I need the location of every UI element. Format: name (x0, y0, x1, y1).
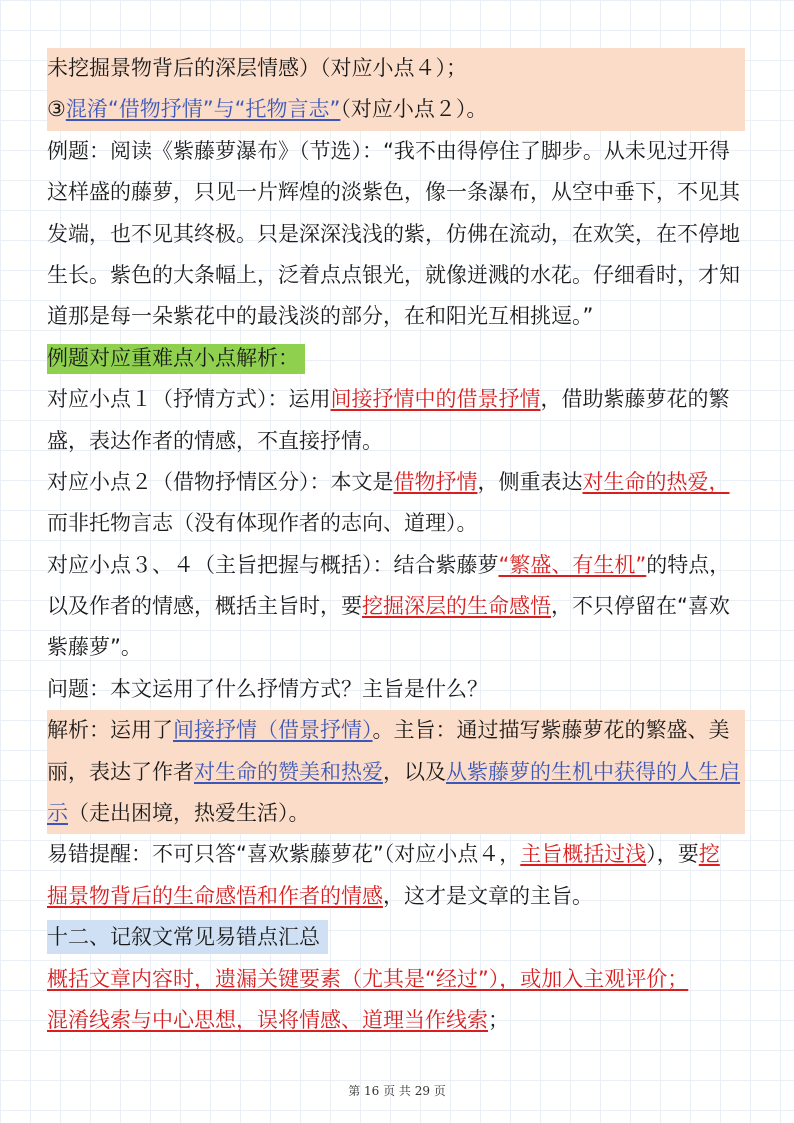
example-line: 发端，也不见其终极。只是深深浅浅的紫，仿佛在流动，在欢笑，在不停地 (47, 221, 740, 246)
text-span: 的特点， (646, 552, 731, 577)
text-span: ，借助紫藤萝花的繁 (540, 387, 730, 412)
analysis-heading: 例题对应重难点小点解析： (47, 344, 305, 374)
key-phrase: 对生命的热爱， (582, 469, 730, 494)
analysis-heading-line (47, 338, 747, 379)
question-line: 问题：本文运用了什么抒情方式？主旨是什么？ (47, 676, 488, 701)
key-phrase: 从紫藤萝的生机中获得的人生启 (446, 759, 740, 784)
tip-line (47, 834, 747, 875)
key-phrase: 间接抒情（借景抒情） (173, 718, 373, 743)
text-span: 解析：运用了 (47, 718, 173, 743)
key-phrase: 混淆“借物抒情”与“托物言志” (65, 97, 341, 122)
text-span: 易错提醒：不可只答“喜欢紫藤萝花”（对应小点４， (47, 842, 521, 867)
text-span: 对应小点３、４（主旨把握与概括）：结合紫藤萝 (47, 552, 499, 577)
text-span: （走出困境，热爱生活）。 (68, 801, 310, 826)
text-span: 以及作者的情感，概括主旨时，要 (47, 594, 362, 619)
key-phrase: 混淆线索与中心思想，误将情感、道理当作线索 (47, 1007, 488, 1032)
key-phrase: 示 (47, 801, 68, 826)
key-phrase: 挖掘深层的生命感悟 (362, 594, 551, 619)
text-line (47, 379, 747, 420)
text-span: ），要 (646, 842, 699, 867)
error-point-line (47, 959, 747, 1000)
text-span: 丽，表达了作者 (47, 759, 194, 784)
text-line: 未挖掘景物背后的深层情感）（对应小点４）； (47, 48, 745, 89)
text-line: 紫藤萝”。 (47, 635, 142, 660)
page-footer: 第 16 页 共 29 页 (348, 1084, 446, 1098)
key-phrase: 对生命的赞美和热爱 (194, 759, 383, 784)
text-span: 对应小点２（借物抒情区分）：本文是 (47, 469, 394, 494)
section-heading: 十二、记叙文常见易错点汇总 (47, 920, 328, 954)
key-phrase: 间接抒情中的借景抒情 (330, 387, 541, 412)
text-line (47, 89, 745, 130)
key-phrase: 主旨概括过浅 (520, 842, 647, 867)
circled-number: ③ (47, 97, 66, 122)
example-line: 这样盛的藤萝，只见一片辉煌的淡紫色，像一条瀑布，从空中垂下，不见其 (47, 180, 740, 205)
text-line (47, 545, 747, 586)
error-point-line (47, 1000, 747, 1041)
tip-line (47, 876, 747, 917)
text-span: 对应小点１（抒情方式）：运用 (47, 387, 331, 412)
text-span: ，这才是文章的主旨。 (383, 883, 593, 908)
key-phrase: “繁盛、有生机” (498, 552, 647, 577)
text-span: ，侧重表达 (477, 469, 583, 494)
example-line: 生长。紫色的大条幅上，泛着点点银光，就像迸溅的水花。仔细看时，才知 (47, 262, 740, 287)
answer-line (47, 710, 745, 751)
key-phrase: 挖 (698, 842, 720, 867)
text-line (47, 462, 747, 503)
text-span: （对应小点２）。 (340, 97, 488, 122)
key-phrase: 掘景物背后的生命感悟和作者的情感 (47, 883, 383, 908)
text-line: 盛，表达作者的情感，不直接抒情。 (47, 428, 383, 453)
answer-line (47, 793, 745, 834)
key-phrase: 借物抒情 (393, 469, 478, 494)
text-line (47, 586, 747, 627)
text-line: 而非托物言志（没有体现作者的志向、道理）。 (47, 511, 478, 536)
example-line: 道那是每一朵紫花中的最浅淡的部分，在和阳光互相挑逗。” (47, 304, 594, 329)
key-phrase: 概括文章内容时，遗漏关键要素（尤其是“经过”），或加入主观评价； (47, 966, 689, 991)
document-page (47, 48, 747, 1041)
section-heading-line (47, 917, 747, 958)
text-span: 。主旨：通过描写紫藤萝花的繁盛、美 (372, 718, 730, 743)
text-span: ，不只停留在“喜欢 (551, 594, 730, 619)
text-span: ，以及 (383, 759, 446, 784)
answer-line (47, 752, 745, 793)
example-line: 例题：阅读《紫藤萝瀑布》（节选）：“我不由得停住了脚步。从未见过开得 (47, 138, 730, 163)
text-span: ； (488, 1007, 509, 1032)
